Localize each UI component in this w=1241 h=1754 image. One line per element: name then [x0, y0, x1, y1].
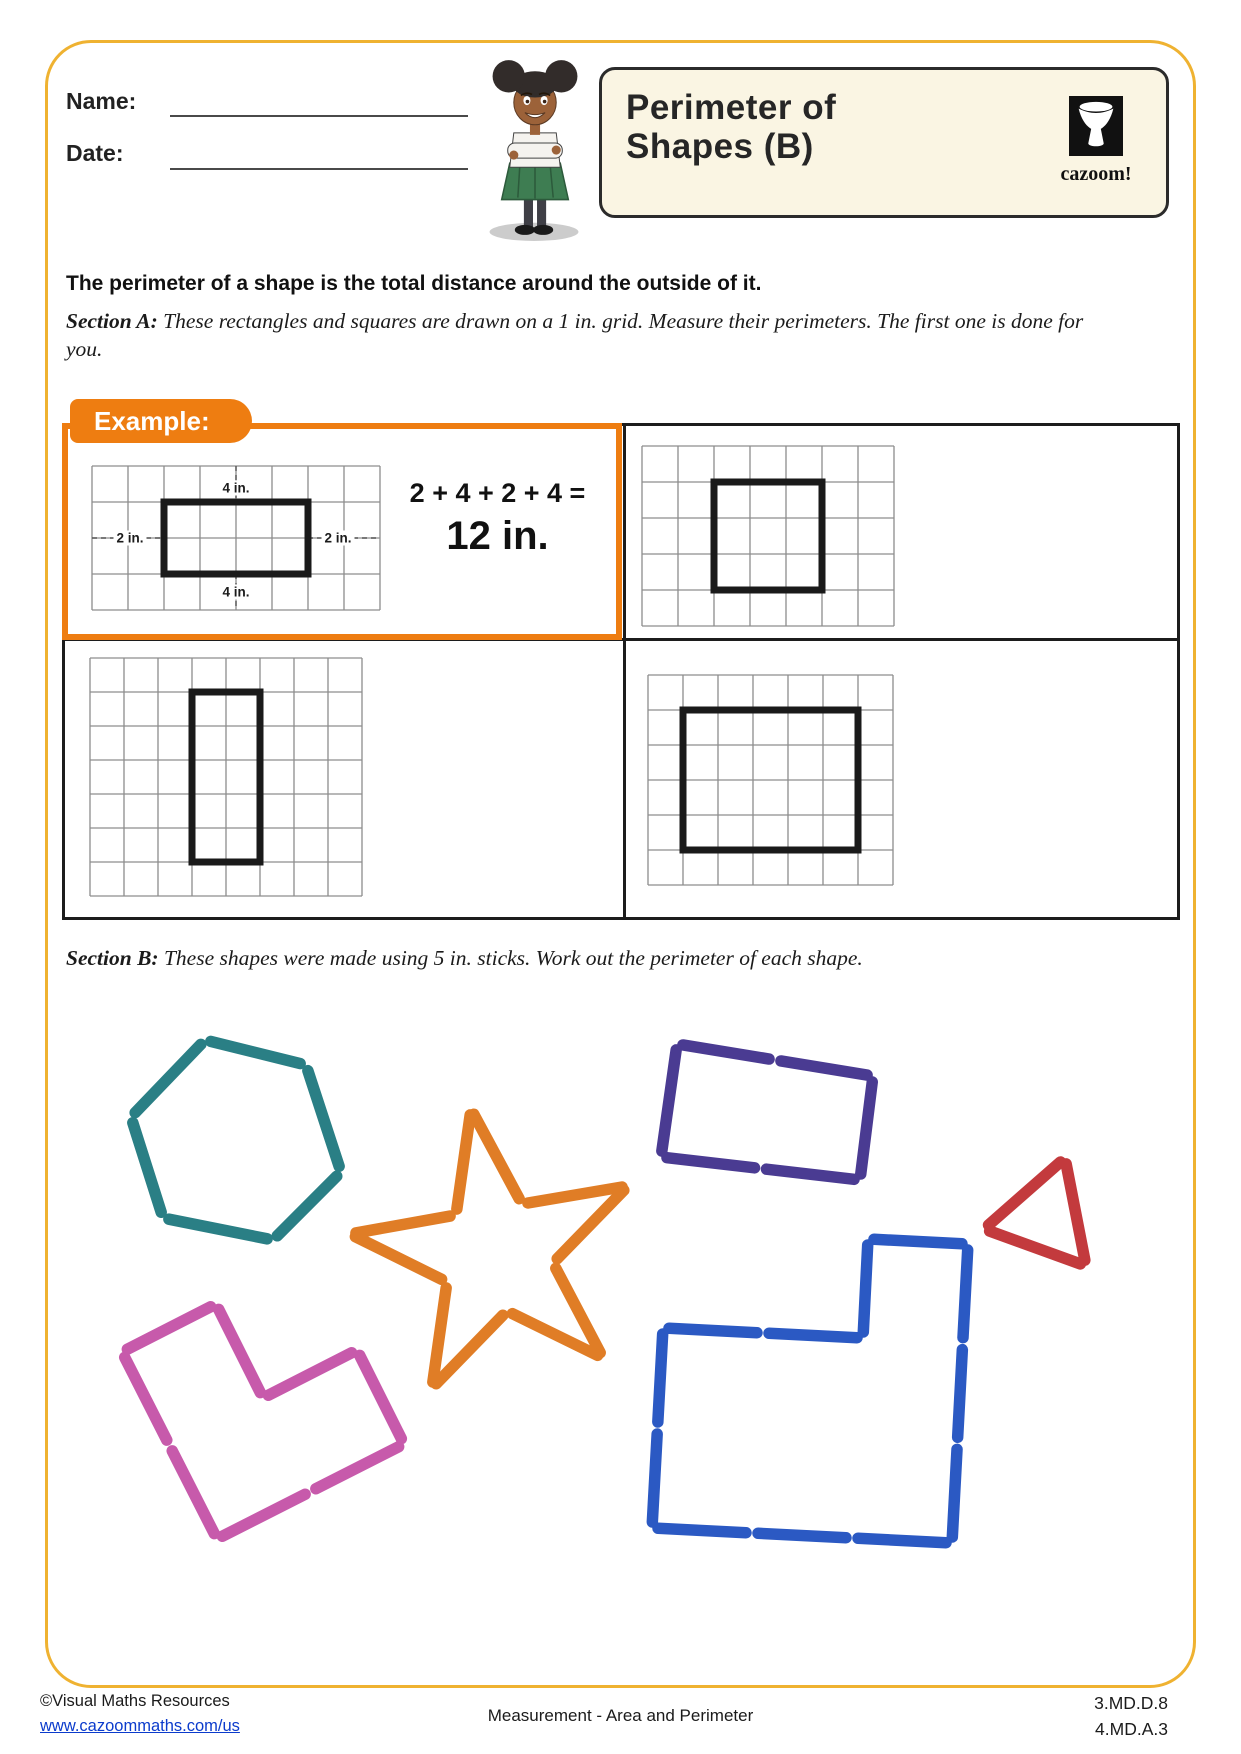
copyright-text: ©Visual Maths Resources: [40, 1692, 230, 1710]
hair-puff-left: [493, 60, 525, 92]
example-answer: 12 in.: [446, 514, 549, 558]
example-equation: 2 + 4 + 2 + 4 =: [409, 478, 586, 508]
dim-label-left: 2 in.: [113, 531, 146, 546]
name-line: [170, 115, 468, 117]
section-b-heading: [66, 945, 1086, 973]
hair-puff-right: [545, 60, 577, 92]
girl-svg: [473, 50, 595, 242]
intro-text: The perimeter of a shape is the total distance around the outside of it.: [66, 272, 762, 295]
drum-icon: [1069, 96, 1123, 156]
cartoon-girl-illustration: [473, 50, 595, 247]
dim-label-top: 4 in.: [219, 481, 252, 496]
title-box: [599, 67, 1169, 218]
standard-code-2: 4.MD.A.3: [1095, 1719, 1168, 1740]
standard-code-1: 3.MD.D.8: [1094, 1693, 1168, 1713]
section-a-label: Section A:: [66, 309, 158, 333]
date-label: Date:: [66, 140, 124, 166]
date-line: [170, 168, 468, 170]
table-divider-vertical: [623, 423, 626, 920]
section-b-label: Section B:: [66, 946, 159, 970]
example-tab: Example:: [70, 399, 252, 443]
dim-label-bottom: 4 in.: [219, 585, 252, 600]
section-a-heading: [66, 308, 1086, 364]
logo-text: cazoom!: [1060, 163, 1132, 185]
standards-codes: [1094, 1690, 1168, 1743]
footer-topic: Measurement - Area and Perimeter: [487, 1706, 754, 1725]
page-title: Perimeter of Shapes (B): [626, 88, 837, 167]
section-a-instructions: These rectangles and squares are drawn on a 1 in. grid. Measure their perimeters. The first one is done for you.: [66, 309, 1084, 361]
dim-label-right: 2 in.: [321, 531, 354, 546]
cazoom-logo: [1048, 96, 1144, 186]
website-link[interactable]: www.cazoommaths.com/us: [40, 1717, 240, 1735]
name-label: Name:: [66, 88, 137, 114]
section-b-instructions: These shapes were made using 5 in. sticks. Work out the perimeter of each shape.: [163, 946, 863, 970]
